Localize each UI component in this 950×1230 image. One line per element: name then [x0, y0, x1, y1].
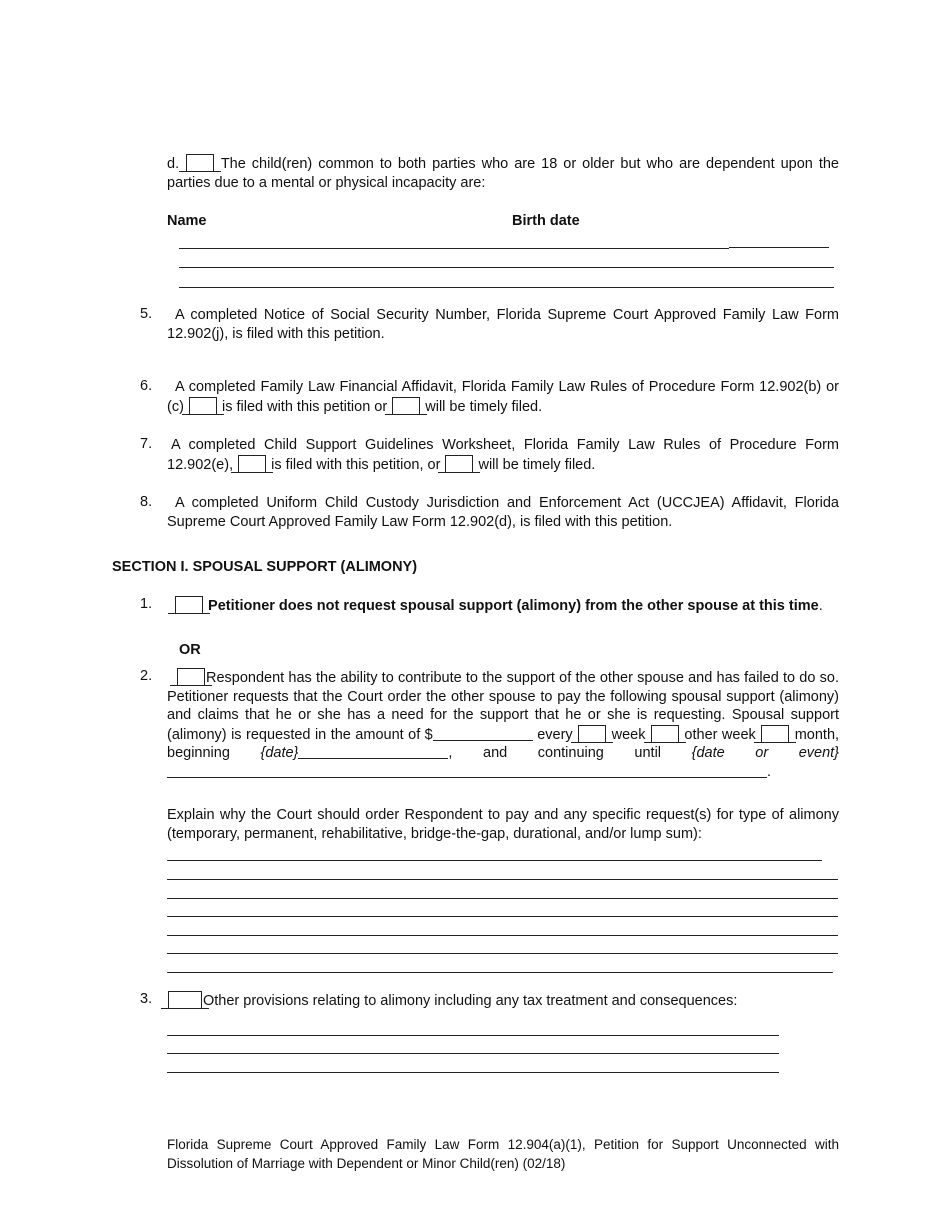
birthdate-line-1[interactable]	[729, 247, 829, 248]
item-7-text-b: is filed with this petition, or	[271, 456, 441, 473]
section-1-text: Petitioner does not request spousal support (alimony) from the other spouse at this time	[208, 598, 819, 614]
section-1	[167, 596, 839, 616]
name-line-1[interactable]	[179, 248, 729, 249]
section-2-text: Respondent has the ability to contribute to the support of the other spouse and has failed to do so. Petitioner requests that the Court order the other spouse to pay the following spousal support (alimony) and claims that he or she has a need for the support that he or she is requesting. Spousal support (alimony) is requested in the amount of $	[167, 670, 839, 743]
provisions-line-3[interactable]	[167, 1072, 779, 1073]
section-3-text: Other provisions relating to alimony including any tax treatment and consequences:	[203, 993, 738, 1009]
provisions-line-1[interactable]	[167, 1035, 779, 1036]
item-6-filed-checkbox[interactable]	[189, 397, 217, 414]
section-3-number: 3.	[140, 991, 153, 1007]
date-or-event-label: {date or event}	[691, 745, 840, 761]
amount-field[interactable]	[433, 726, 533, 741]
explain-line-1[interactable]	[167, 860, 822, 861]
explain-line-6[interactable]	[167, 953, 838, 954]
beginning-date-field[interactable]	[298, 744, 448, 759]
explain-line-4[interactable]	[167, 916, 838, 917]
item-d-letter: d.	[167, 156, 180, 172]
explain-line-2[interactable]	[167, 879, 838, 880]
item-6-timely-checkbox[interactable]	[392, 397, 420, 414]
other-week-label: other week	[684, 726, 756, 743]
explain-text: Explain why the Court should order Respondent to pay and any specific request(s) for type of alimony (temporary, permanent, rehabilitative, bridge-the-gap, durational, and/or lump sum):	[167, 807, 839, 842]
other-provisions-checkbox[interactable]	[168, 991, 202, 1008]
provisions-line-2[interactable]	[167, 1053, 779, 1054]
section-2: Respondent has the ability to contribute to the support of the other spouse and has failed to do so. Petitioner requests that the Court order the other spouse to pay the following spousal support (alimony) and claims that he or she has a need for the support that he or she is requesting. Spousal support (alimony) is requested in the amount of $ every week other week month, beginning {date} , and continuing until {date or event}.	[167, 670, 840, 780]
week-label: week	[611, 726, 646, 743]
continuing-label: , and continuing until	[448, 745, 662, 761]
item-7-text-c: will be timely filed.	[478, 456, 596, 473]
item-5-text: A completed Notice of Social Security Number, Florida Supreme Court Approved Family Law Form 12.902(j), is filed with this petition.	[167, 307, 839, 342]
section-1-number: 1.	[140, 596, 153, 612]
request-alimony-checkbox[interactable]	[177, 668, 205, 685]
item-7-timely-checkbox[interactable]	[445, 455, 473, 472]
item-d-checkbox[interactable]	[186, 154, 214, 171]
week-checkbox[interactable]	[578, 725, 606, 742]
or-label: OR	[179, 642, 201, 658]
date-label: {date}	[260, 745, 299, 761]
section-2-number: 2.	[140, 668, 153, 684]
item-5-number: 5.	[140, 306, 153, 322]
section-1-period: .	[818, 598, 823, 614]
month-label: month, beginning	[167, 726, 840, 761]
form-footer: Florida Supreme Court Approved Family Law Form 12.904(a)(1), Petition for Support Unconnected with Dissolution of Marriage with Dependent or Minor Child(ren) (02/18)	[167, 1137, 839, 1171]
section-3	[167, 991, 839, 1011]
column-header-name: Name	[167, 213, 207, 229]
item-8-number: 8.	[140, 494, 153, 510]
explain-line-3[interactable]	[167, 898, 838, 899]
end-date-field[interactable]	[167, 763, 767, 778]
item-6-text-c: will be timely filed.	[425, 398, 543, 415]
explain-line-5[interactable]	[167, 935, 838, 936]
name-line-2[interactable]	[179, 267, 834, 268]
item-7-text-a: A completed Child Support Guidelines Worksheet, Florida Family Law Rules of Procedure Form 12.902(e),	[167, 437, 839, 473]
section-heading: SECTION I. SPOUSAL SUPPORT (ALIMONY)	[112, 559, 418, 575]
item-6-text-a: A completed Family Law Financial Affidavit, Florida Family Law Rules of Procedure Form 12.902(b) or (c)	[167, 379, 839, 415]
name-line-3[interactable]	[179, 287, 834, 288]
item-6	[167, 378, 839, 416]
item-6-number: 6.	[140, 378, 153, 394]
other-week-checkbox-before[interactable]	[651, 725, 679, 742]
item-7-filed-checkbox[interactable]	[238, 455, 266, 472]
no-alimony-checkbox[interactable]	[175, 596, 203, 613]
item-d-text: The child(ren) common to both parties who are 18 or older but who are dependent upon the parties due to a mental or physical incapacity are:	[167, 156, 839, 191]
item-7-number: 7.	[140, 436, 153, 452]
item-7	[167, 436, 839, 474]
month-checkbox[interactable]	[761, 725, 789, 742]
explain-line-7[interactable]	[167, 972, 833, 973]
every-label: every	[537, 726, 573, 743]
item-8-text: A completed Uniform Child Custody Jurisdiction and Enforcement Act (UCCJEA) Affidavit, Florida Supreme Court Approved Family Law Form 12.902(d), is filed with this petition.	[167, 495, 839, 530]
column-header-birth-date: Birth date	[512, 213, 580, 229]
item-6-text-b: is filed with this petition or	[221, 398, 388, 415]
item-d	[167, 154, 839, 192]
